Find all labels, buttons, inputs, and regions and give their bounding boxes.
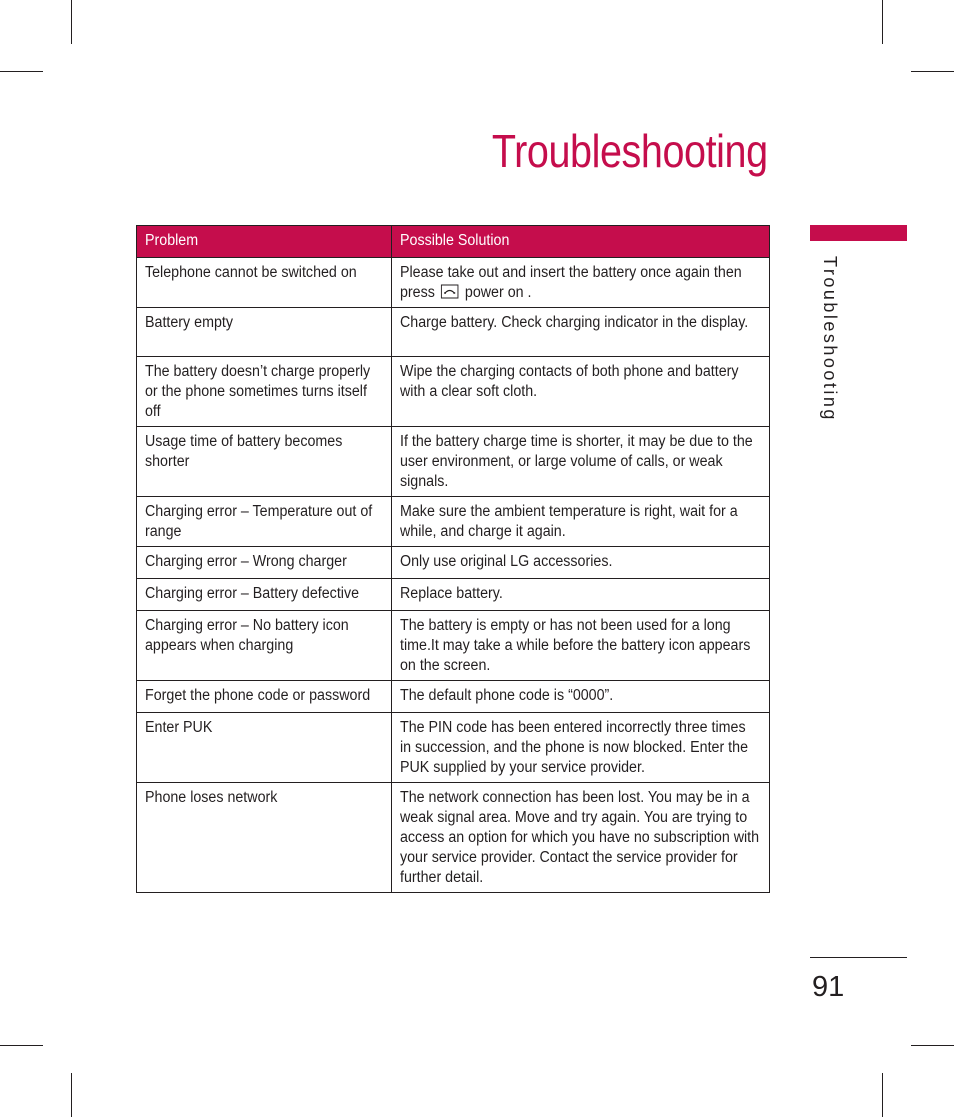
- table-row: [137, 783, 770, 893]
- table-row: [137, 258, 770, 308]
- solution-cell: The battery is empty or has not been used for a long time.It may take a while before the battery icon appears on the screen.: [392, 611, 770, 681]
- crop-mark: [911, 71, 954, 72]
- section-tab-bar: [810, 225, 907, 241]
- problem-cell: Usage time of battery becomes shorter: [137, 427, 392, 497]
- crop-mark: [71, 1073, 72, 1117]
- header-problem: Problem: [137, 226, 392, 258]
- crop-mark: [0, 71, 43, 72]
- solution-cell: If the battery charge time is shorter, it may be due to the user environment, or large volume of calls, or weak signals.: [392, 427, 770, 497]
- end-power-key-icon: [441, 284, 459, 299]
- table-row: [137, 681, 770, 713]
- page-title: Troubleshooting: [492, 125, 768, 177]
- table-header-row: [137, 226, 770, 258]
- solution-cell: Only use original LG accessories.: [392, 547, 770, 579]
- problem-cell: Charging error – Wrong charger: [137, 547, 392, 579]
- problem-cell: Charging error – Temperature out of range: [137, 497, 392, 547]
- solution-cell: Wipe the charging contacts of both phone and battery with a clear soft cloth.: [392, 357, 770, 427]
- solution-cell: Charge battery. Check charging indicator in the display.: [392, 308, 770, 357]
- table-row: [137, 611, 770, 681]
- crop-mark: [911, 1045, 954, 1046]
- table-row: [137, 579, 770, 611]
- page-number: 91: [812, 971, 845, 1003]
- problem-cell: Forget the phone code or password: [137, 681, 392, 713]
- crop-mark: [71, 0, 72, 44]
- problem-cell: Phone loses network: [137, 783, 392, 893]
- solution-cell: The default phone code is “0000”.: [392, 681, 770, 713]
- section-side-label: Troubleshooting: [820, 256, 840, 422]
- header-solution: Possible Solution: [392, 226, 770, 258]
- problem-cell: Enter PUK: [137, 713, 392, 783]
- problem-cell: Charging error – No battery icon appears when charging: [137, 611, 392, 681]
- crop-mark: [882, 1073, 883, 1117]
- table-row: [137, 713, 770, 783]
- table-row: [137, 497, 770, 547]
- table-row: [137, 547, 770, 579]
- crop-mark: [0, 1045, 43, 1046]
- solution-text: Please take out and insert the battery once again then press: [400, 264, 742, 301]
- problem-cell: The battery doesn’t charge properly or the phone sometimes turns itself off: [137, 357, 392, 427]
- solution-cell: Make sure the ambient temperature is right, wait for a while, and charge it again.: [392, 497, 770, 547]
- crop-mark: [882, 0, 883, 44]
- solution-cell: The PIN code has been entered incorrectly three times in succession, and the phone is now blocked. Enter the PUK supplied by your service provider.: [392, 713, 770, 783]
- solution-cell: Replace battery.: [392, 579, 770, 611]
- problem-cell: Charging error – Battery defective: [137, 579, 392, 611]
- solution-text: power on .: [464, 284, 532, 301]
- problem-cell: Telephone cannot be switched on: [137, 258, 392, 308]
- table-row: [137, 308, 770, 357]
- troubleshooting-table: [136, 225, 770, 893]
- solution-cell: [392, 258, 770, 308]
- problem-cell: Battery empty: [137, 308, 392, 357]
- solution-cell: The network connection has been lost. You may be in a weak signal area. Move and try again. You are trying to access an option for which you have no subscription with your service provider. Contact the service provider for further detail.: [392, 783, 770, 893]
- table-row: [137, 427, 770, 497]
- page-number-rule: [810, 957, 907, 958]
- table-row: [137, 357, 770, 427]
